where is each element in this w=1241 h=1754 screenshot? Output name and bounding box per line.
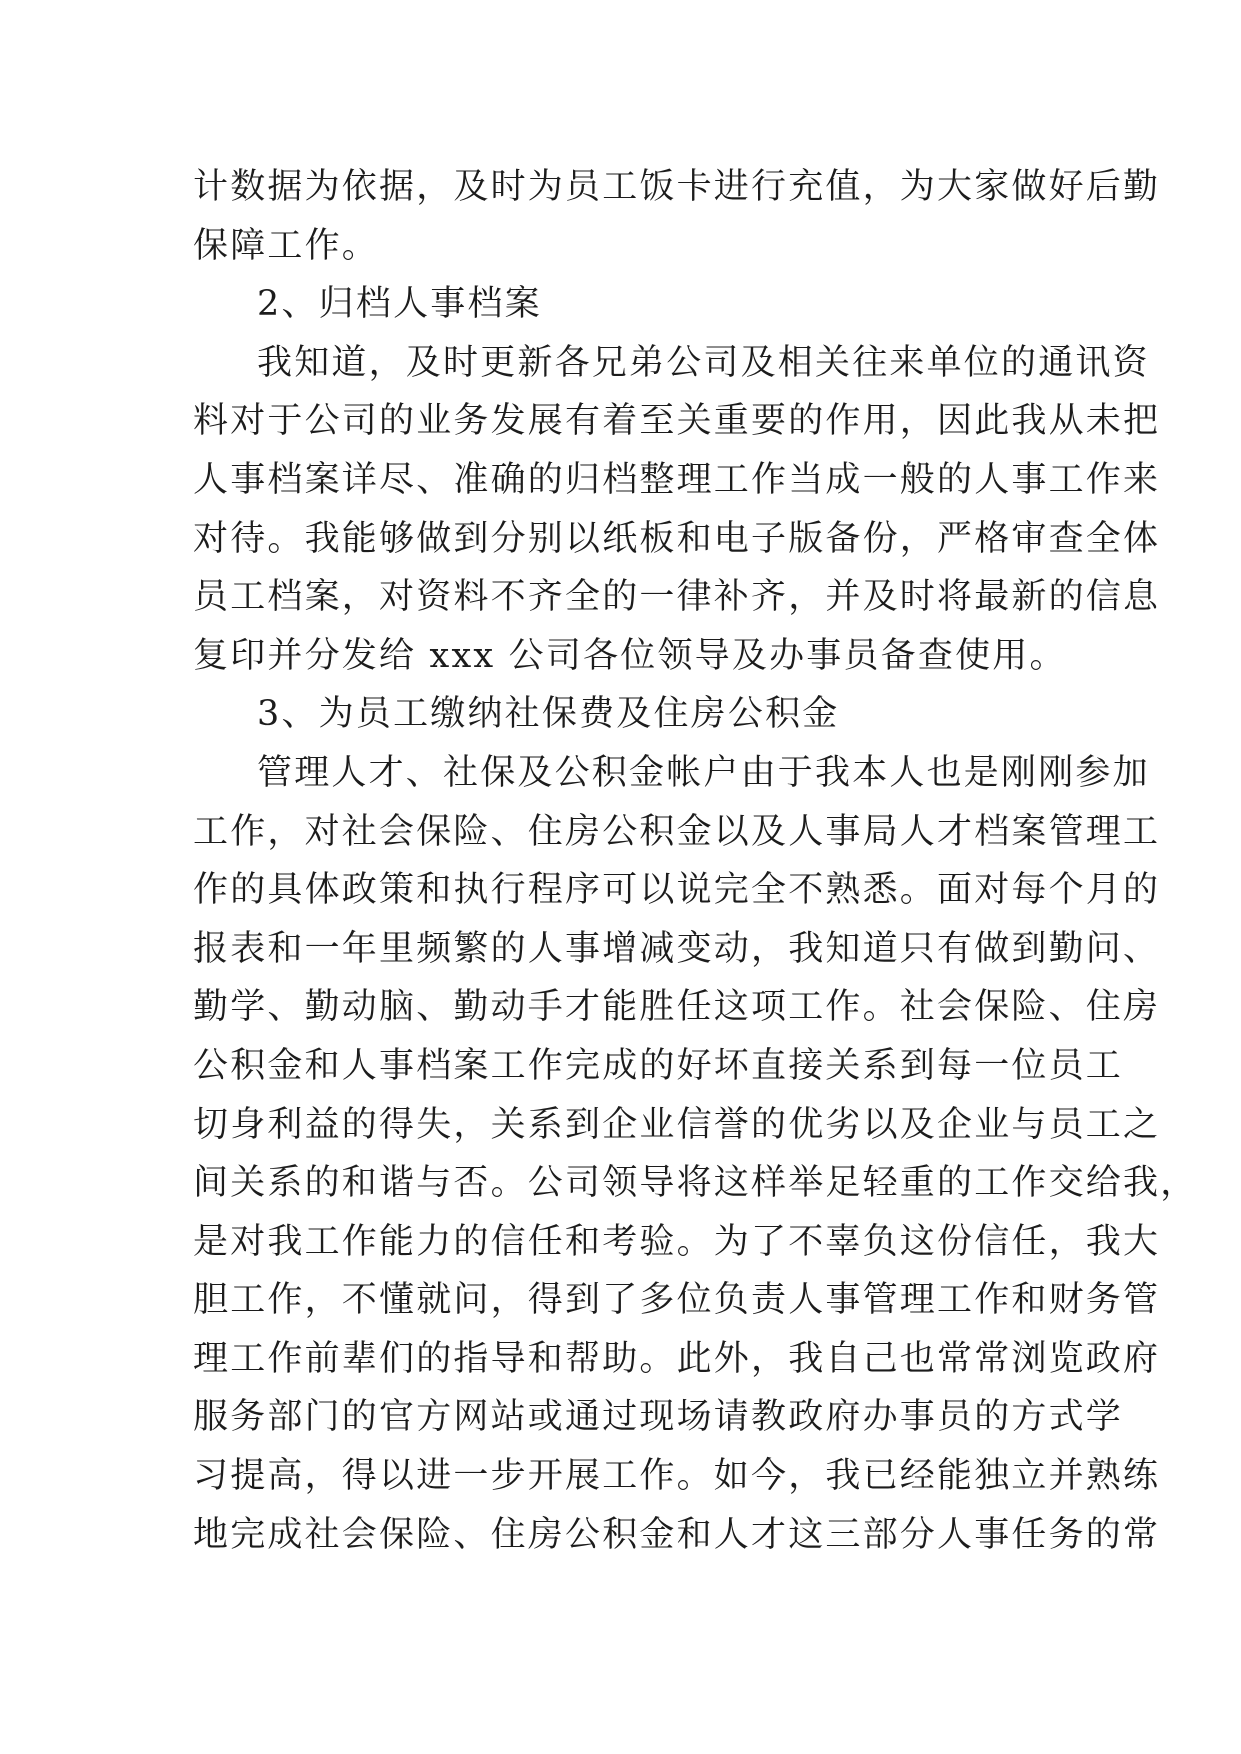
text-line: 保障工作。	[193, 225, 380, 266]
text-line: 地完成社会保险、住房公积金和人才这三部分人事任务的常	[193, 1514, 1161, 1555]
text-line: 习提高，得以进一步开展工作。如今，我已经能独立并熟练	[193, 1456, 1161, 1497]
text-line: 对待。我能够做到分别以纸板和电子版备份，严格审查全体	[193, 518, 1161, 559]
text-line: 报表和一年里频繁的人事增减变动，我知道只有做到勤问、	[193, 928, 1161, 969]
text-line: 切身利益的得失，关系到企业信誉的优劣以及企业与员工之	[193, 1104, 1161, 1145]
text-line: 作的具体政策和执行程序可以说完全不熟悉。面对每个月的	[193, 870, 1161, 911]
text-line: 复印并分发给 xxx 公司各位领导及办事员备查使用。	[193, 635, 1067, 676]
text-line: 胆工作，不懂就问，得到了多位负责人事管理工作和财务管	[193, 1280, 1161, 1321]
text-line: 工作，对社会保险、住房公积金以及人事局人才档案管理工	[193, 811, 1161, 852]
text-line: 员工档案，对资料不齐全的一律补齐，并及时将最新的信息	[193, 577, 1161, 618]
text-line: 理工作前辈们的指导和帮助。此外，我自己也常常浏览政府	[193, 1338, 1161, 1379]
text-line: 公积金和人事档案工作完成的好坏直接关系到每一位员工	[193, 1045, 1124, 1086]
text-line: 间关系的和谐与否。公司领导将这样举足轻重的工作交给我，	[193, 1163, 1198, 1204]
text-line: 服务部门的官方网站或通过现场请教政府办事员的方式学	[193, 1397, 1124, 1438]
text-line: 管理人才、社保及公积金帐户由于我本人也是刚刚参加	[257, 752, 1150, 793]
text-line: 计数据为依据，及时为员工饭卡进行充值，为大家做好后勤	[193, 167, 1161, 207]
text-line: 料对于公司的业务发展有着至关重要的作用，因此我从未把	[193, 401, 1161, 442]
text-line: 3、为员工缴纳社保费及住房公积金	[257, 694, 840, 735]
document-body	[193, 158, 1198, 1564]
text-line: 我知道，及时更新各兄弟公司及相关往来单位的通讯资	[257, 342, 1150, 383]
text-line: 2、归档人事档案	[257, 284, 542, 325]
text-line: 勤学、勤动脑、勤动手才能胜任这项工作。社会保险、住房	[193, 987, 1161, 1028]
text-line: 是对我工作能力的信任和考验。为了不辜负这份信任，我大	[193, 1221, 1161, 1262]
text-line: 人事档案详尽、准确的归档整理工作当成一般的人事工作来	[193, 459, 1161, 500]
